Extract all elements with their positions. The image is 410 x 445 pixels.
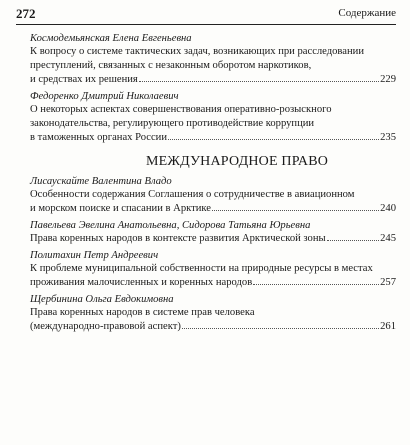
- toc-author: Павельева Эвелина Анатольевна, Сидорова Татьяна Юрьевна: [30, 220, 311, 231]
- toc-title-line: К проблеме муниципальной собственности на природные ресурсы в местах: [30, 263, 373, 274]
- toc-entry: [30, 32, 396, 87]
- toc-title-line: Особенности содержания Соглашения о сотрудничестве в авиационном: [30, 189, 355, 200]
- toc-title-text: в таможенных органах России: [30, 132, 168, 143]
- dot-leader: [212, 210, 379, 211]
- dot-leader: [327, 240, 379, 241]
- toc-author: Политахин Петр Андреевич: [30, 250, 159, 261]
- toc-author: Федоренко Дмитрий Николаевич: [30, 91, 179, 102]
- toc-page-number: 257: [380, 277, 396, 288]
- toc-entry: [30, 90, 396, 145]
- toc-title-line: [30, 131, 396, 145]
- toc-entry: [30, 293, 396, 334]
- toc-author: Щербинина Ольга Евдокимовна: [30, 294, 174, 305]
- toc-title-text: и средствах их решения: [30, 74, 138, 85]
- toc-page-number: 229: [380, 74, 396, 85]
- page-number: 272: [16, 6, 36, 21]
- toc-title-line: К вопросу о системе тактических задач, возникающих при расследовании: [30, 46, 365, 57]
- toc-content: [30, 32, 396, 337]
- dot-leader: [182, 328, 379, 329]
- toc-title-line: [30, 232, 396, 246]
- toc-group-before: [30, 32, 396, 145]
- page-header: [16, 6, 396, 26]
- toc-entry: [30, 219, 396, 246]
- toc-title-text: проживания малочисленных и коренных народов: [30, 277, 253, 288]
- toc-entry: [30, 175, 396, 216]
- toc-title-line: [30, 320, 396, 334]
- toc-group-after: [30, 175, 396, 334]
- toc-title-line: [30, 276, 396, 290]
- dot-leader: [139, 81, 379, 82]
- toc-title-line: преступлений, связанных с незаконным оборотом наркотиков,: [30, 60, 312, 71]
- running-title: Содержание: [338, 7, 396, 19]
- dot-leader: [168, 139, 379, 140]
- section-title: МЕЖДУНАРОДНОЕ ПРАВО: [146, 154, 329, 169]
- toc-title-line: Права коренных народов в системе прав человека: [30, 307, 255, 318]
- toc-title-line: законодательства, регулирующего противодействие коррупции: [30, 118, 315, 129]
- toc-author: Космодемьянская Елена Евгеньевна: [30, 33, 192, 44]
- toc-page-number: 240: [380, 203, 396, 214]
- toc-page-number: 261: [380, 321, 396, 332]
- toc-author: Лисаускайте Валентина Владо: [30, 176, 172, 187]
- toc-page-number: 245: [380, 233, 396, 244]
- toc-title-line: [30, 202, 396, 216]
- toc-title-line: [30, 73, 396, 87]
- toc-title-text: Права коренных народов в контексте развития Арктической зоны: [30, 233, 326, 244]
- header-rule: [16, 24, 396, 25]
- toc-title-text: и морском поиске и спасании в Арктике: [30, 203, 212, 214]
- toc-page-number: 235: [380, 132, 396, 143]
- toc-title-line: О некоторых аспектах совершенствования оперативно-розыскного: [30, 104, 332, 115]
- dot-leader: [253, 284, 379, 285]
- toc-title-text: (международно-правовой аспект): [30, 321, 181, 332]
- toc-entry: [30, 249, 396, 290]
